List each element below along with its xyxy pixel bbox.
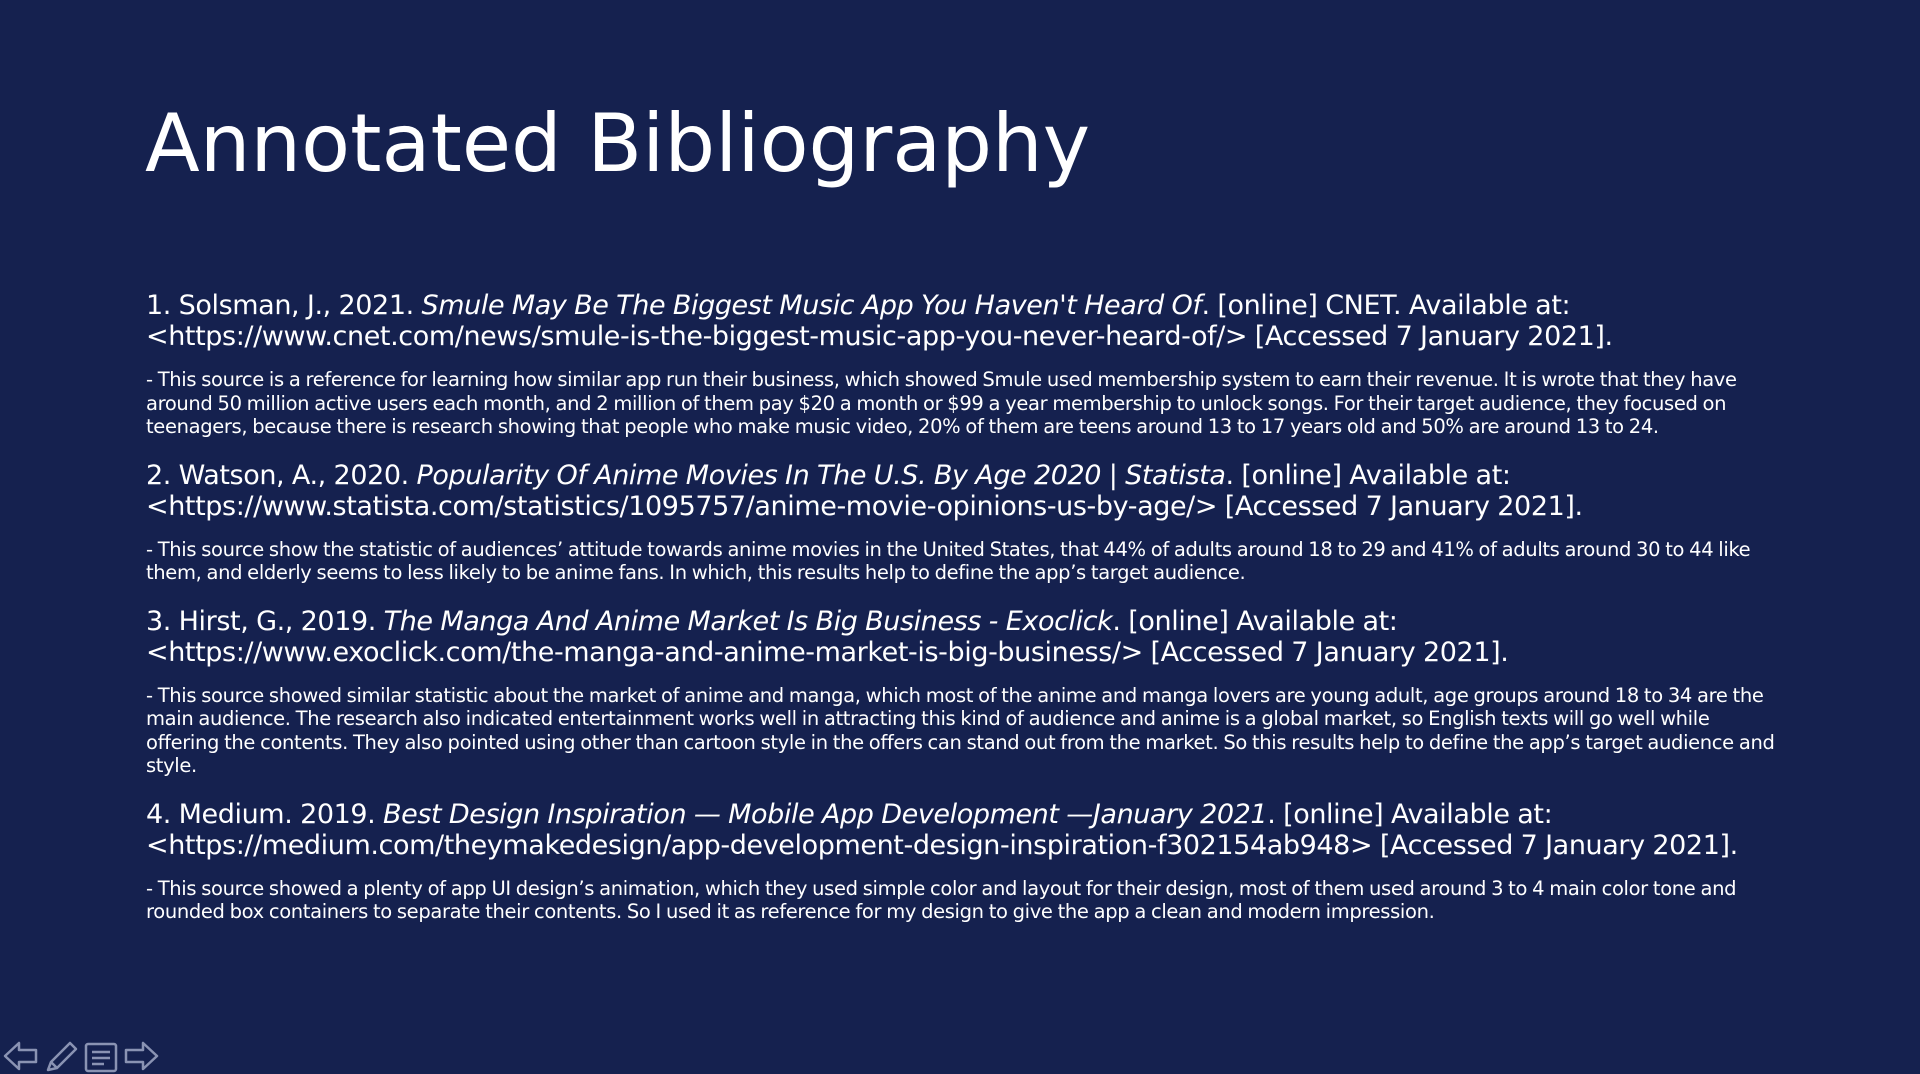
bibliography-entry-1 bbox=[146, 290, 1776, 439]
bibliography-entry-3 bbox=[146, 606, 1776, 778]
citation-suffix: . [online] Available at: <https://medium.com/theymakedesign/app-development-design-inspiration-f302154ab948> [Accessed 7 January 2021]. bbox=[146, 798, 1738, 861]
citation-prefix: 3. Hirst, G., 2019. bbox=[146, 605, 384, 637]
slide-menu-icon[interactable] bbox=[82, 1038, 120, 1074]
citation-prefix: 2. Watson, A., 2020. bbox=[146, 459, 417, 491]
citation bbox=[146, 799, 1776, 861]
citation bbox=[146, 290, 1776, 352]
citation-title: The Manga And Anime Market Is Big Business - Exoclick bbox=[383, 605, 1113, 637]
citation bbox=[146, 606, 1776, 668]
slideshow-controls bbox=[2, 1038, 160, 1074]
citation-prefix: 4. Medium. 2019. bbox=[146, 798, 384, 830]
bibliography-entry-2 bbox=[146, 460, 1776, 585]
citation-prefix: 1. Solsman, J., 2021. bbox=[146, 290, 422, 321]
previous-slide-icon[interactable] bbox=[2, 1038, 40, 1074]
citation-title: Smule May Be The Biggest Music App You Haven't Heard Of bbox=[421, 290, 1202, 321]
slide-title: Annotated Bibliography bbox=[145, 97, 1091, 190]
citation-suffix: . [online] Available at: <https://www.statista.com/statistics/1095757/anime-movie-opinions-us-by-age/> [Accessed 7 January 2021]. bbox=[146, 459, 1583, 522]
next-slide-icon[interactable] bbox=[122, 1038, 160, 1074]
annotation: - This source showed similar statistic about the market of anime and manga, which most of the anime and manga lovers are young adult, age groups around 18 to 34 are the main audience. The research also indicated entertainment works well in attracting this kind of audience and anime is a global market, so English texts will go well while offering the contents. They also pointed using other than cartoon style in the offers can stand out from the market. So this results help to define the app’s target audience and style. bbox=[146, 683, 1775, 777]
bibliography-entry-4 bbox=[146, 799, 1776, 924]
pen-icon[interactable] bbox=[42, 1038, 80, 1074]
citation-suffix: . [online] CNET. Available at: <https://www.cnet.com/news/smule-is-the-biggest-music-app-you-never-heard-of/> [Accessed 7 January 2021]. bbox=[146, 290, 1613, 352]
citation-suffix: . [online] Available at: <https://www.exoclick.com/the-manga-and-anime-market-is-big-business/> [Accessed 7 January 2021]. bbox=[146, 605, 1509, 668]
citation-title: Best Design Inspiration — Mobile App Development —January 2021 bbox=[383, 798, 1268, 830]
annotation: - This source show the statistic of audiences’ attitude towards anime movies in the United States, that 44% of adults around 18 to 29 and 41% of adults around 30 to 44 like them, and elderly seems to less likely to be anime fans. In which, this results help to define the app’s target audience. bbox=[146, 537, 1751, 584]
annotation: - This source showed a plenty of app UI design’s animation, which they used simple color and layout for their design, most of them used around 3 to 4 main color tone and rounded box containers to separate their contents. So I used it as reference for my design to give the app a clean and modern impression. bbox=[146, 876, 1737, 923]
citation-title: Popularity Of Anime Movies In The U.S. By Age 2020 | Statista bbox=[416, 459, 1226, 491]
citation bbox=[146, 460, 1776, 522]
annotation: - This source is a reference for learning how similar app run their business, which showed Smule used membership system to earn their revenue. It is wrote that they have around 50 million active users each month, and 2 million of them pay $20 a month or $99 a year membership to unlock songs. For their target audience, they focused on teenagers, because there is research showing that people who make music video, 20% of them are teens around 13 to 17 years old and 50% are around 13 to 24. bbox=[146, 368, 1737, 438]
bibliography-list bbox=[146, 290, 1776, 945]
